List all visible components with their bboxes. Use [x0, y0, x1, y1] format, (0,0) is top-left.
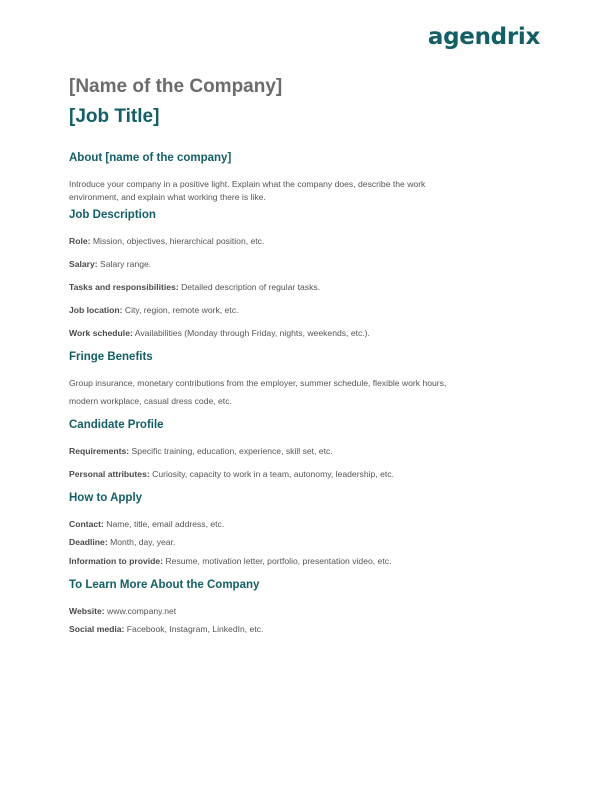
requirements-label: Requirements:: [69, 446, 130, 456]
job-description-heading: Job Description: [69, 209, 156, 221]
deadline-line: [69, 536, 529, 549]
information-line: [69, 555, 529, 568]
role-line: [69, 235, 529, 248]
deadline-label: Deadline:: [69, 537, 108, 547]
social-media-label: Social media:: [69, 624, 125, 634]
fringe-text-line-2: modern workplace, casual dress code, etc.: [69, 396, 232, 406]
about-text-line-2: environment, and explain what working there is like.: [69, 192, 266, 202]
website-label: Website:: [69, 606, 105, 616]
tasks-label: Tasks and responsibilities:: [69, 282, 179, 292]
location-value: City, region, remote work, etc.: [122, 305, 239, 315]
information-label: Information to provide:: [69, 556, 164, 566]
schedule-label: Work schedule:: [69, 328, 133, 338]
about-heading: About [name of the company]: [69, 152, 232, 164]
attributes-label: Personal attributes:: [69, 469, 150, 479]
contact-value: Name, title, email address, etc.: [103, 519, 225, 529]
company-name-title: [Name of the Company]: [69, 76, 283, 97]
tasks-value: Detailed description of regular tasks.: [178, 282, 321, 292]
social-media-value: Facebook, Instagram, LinkedIn, etc.: [124, 624, 264, 634]
how-to-apply-heading: How to Apply: [69, 492, 143, 504]
candidate-profile-heading: Candidate Profile: [69, 419, 164, 431]
role-value: Mission, objectives, hierarchical position, etc.: [90, 236, 265, 246]
salary-line: [69, 258, 529, 271]
location-line: [69, 304, 529, 317]
agendrix-logo: agendrix: [427, 24, 540, 50]
role-label: Role:: [69, 236, 91, 246]
contact-label: Contact:: [69, 519, 104, 529]
deadline-value: Month, day, year.: [107, 537, 176, 547]
learn-more-heading: To Learn More About the Company: [69, 579, 260, 591]
salary-label: Salary:: [69, 259, 98, 269]
salary-value: Salary range.: [97, 259, 152, 269]
schedule-value: Availabilities (Monday through Friday, nights, weekends, etc.).: [132, 328, 370, 338]
fringe-benefits-heading: Fringe Benefits: [69, 351, 153, 363]
requirements-line: [69, 445, 529, 458]
schedule-line: [69, 327, 529, 340]
location-label: Job location:: [69, 305, 123, 315]
attributes-value: Curiosity, capacity to work in a team, autonomy, leadership, etc.: [149, 469, 394, 479]
website-line: [69, 605, 529, 618]
attributes-line: [69, 468, 529, 481]
contact-line: [69, 518, 529, 531]
about-text-line-1: Introduce your company in a positive light. Explain what the company does, describe the work: [69, 179, 426, 189]
fringe-text-line-1: Group insurance, monetary contributions from the employer, summer schedule, flexible work hours,: [69, 378, 447, 388]
website-value: www.company.net: [104, 606, 177, 616]
information-value: Resume, motivation letter, portfolio, presentation video, etc.: [163, 556, 392, 566]
requirements-value: Specific training, education, experience, skill set, etc.: [129, 446, 333, 456]
social-media-line: [69, 623, 529, 636]
tasks-line: [69, 281, 529, 294]
job-title-heading: [Job Title]: [69, 106, 160, 127]
